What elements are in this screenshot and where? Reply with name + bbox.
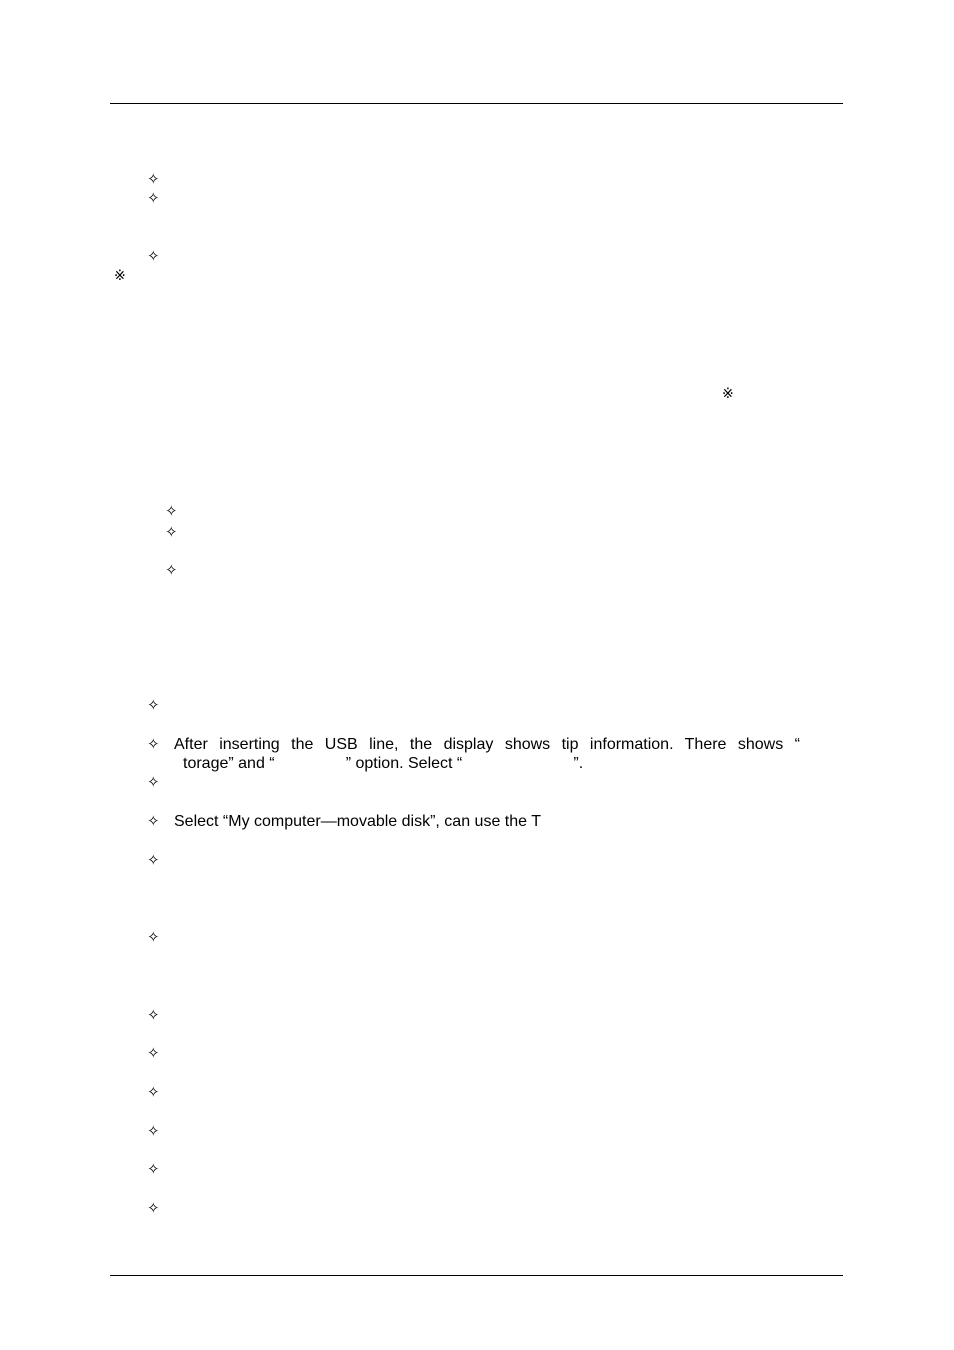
bullet-icon: ✧ bbox=[147, 1199, 160, 1217]
bullet-icon: ✧ bbox=[147, 773, 160, 791]
bullet-icon: ✧ bbox=[165, 561, 178, 579]
header-rule bbox=[110, 103, 843, 104]
bullet-icon: ✧ bbox=[147, 696, 160, 714]
bullet-icon: ✧ bbox=[147, 1083, 160, 1101]
reference-mark-icon: ※ bbox=[722, 386, 734, 402]
bullet-icon: ✧ bbox=[165, 523, 178, 541]
bullet-icon: ✧ bbox=[147, 189, 160, 207]
bullet-icon: ✧ bbox=[147, 1160, 160, 1178]
bullet-icon: ✧ bbox=[147, 735, 160, 753]
reference-mark-icon: ※ bbox=[114, 268, 126, 284]
bullet-icon: ✧ bbox=[147, 812, 160, 830]
bullet-icon: ✧ bbox=[165, 502, 178, 520]
select-computer-paragraph: Select “My computer—movable disk”, can use the T bbox=[174, 813, 541, 830]
bullet-icon: ✧ bbox=[147, 1044, 160, 1062]
bullet-icon: ✧ bbox=[147, 928, 160, 946]
usb-tip-paragraph-line-1: After inserting the USB line, the display shows tip information. There shows “ bbox=[174, 736, 800, 753]
bullet-icon: ✧ bbox=[147, 247, 160, 265]
bullet-icon: ✧ bbox=[147, 1006, 160, 1024]
bullet-icon: ✧ bbox=[147, 170, 160, 188]
bullet-icon: ✧ bbox=[147, 1122, 160, 1140]
usb-tip-paragraph-line-2: torage” and “ ” option. Select “ ”. bbox=[183, 755, 584, 772]
footer-rule bbox=[110, 1275, 843, 1276]
bullet-icon: ✧ bbox=[147, 851, 160, 869]
